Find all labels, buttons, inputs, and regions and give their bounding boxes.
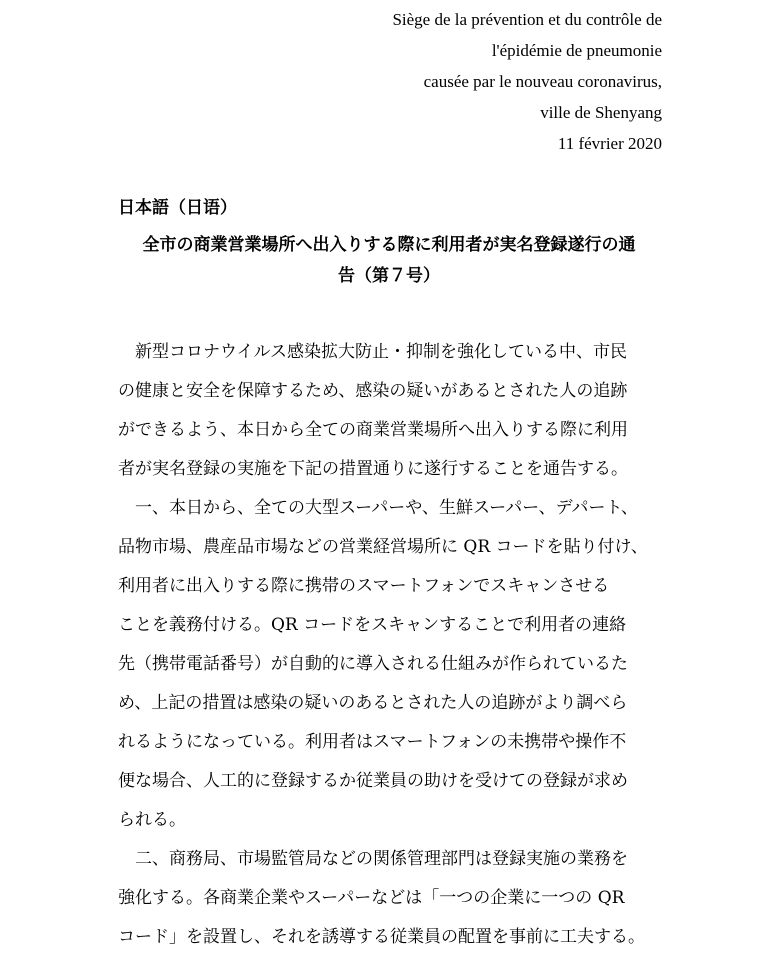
- title-line-2: 告（第７号）: [338, 266, 440, 286]
- issue-date: 11 février 2020: [557, 134, 662, 153]
- body-line: め、上記の措置は感染の疑いのあるとされた人の追跡がより調べら: [118, 693, 628, 713]
- body-line: 者が実名登録の実施を下記の措置通りに遂行することを通告する。: [118, 459, 628, 479]
- body-line: コード」を設置し、それを誘導する従業員の配置を事前に工夫する。: [118, 927, 645, 947]
- notice-title: [118, 230, 660, 292]
- body-line: ことを義務付ける。QR コードをスキャンすることで利用者の連絡: [118, 615, 627, 635]
- body-line: 先（携帯電話番号）が自動的に導入される仕組みが作られているた: [118, 654, 628, 674]
- language-label: 日本語（日语）: [118, 198, 237, 218]
- body-line: 便な場合、人工的に登録するか従業員の助けを受けての登録が求め: [118, 771, 628, 791]
- issuer-line-2: l'épidémie de pneumonie: [491, 41, 662, 60]
- body-line: ができるよう、本日から全ての商業営業場所へ出入りする際に利用: [118, 420, 628, 440]
- issuer-line-1: Siège de la prévention et du contrôle de: [392, 10, 662, 29]
- title-line-1: 全市の商業営業場所へ出入りする際に利用者が実名登録遂行の通: [142, 235, 636, 255]
- body-line: の健康と安全を保障するため、感染の疑いがあるとされた人の追跡: [118, 381, 628, 401]
- issuer-header: [392, 4, 662, 159]
- issuer-line-3: causée par le nouveau coronavirus,: [423, 72, 662, 91]
- body-line: 利用者に出入りする際に携帯のスマートフォンでスキャンさせる: [118, 576, 610, 596]
- body-line: 強化する。各商業企業やスーパーなどは「一つの企業に一つの QR: [118, 888, 625, 908]
- body-line: られる。: [118, 810, 186, 830]
- notice-body: [118, 333, 666, 957]
- issuer-line-4: ville de Shenyang: [540, 103, 662, 122]
- body-line: 一、本日から、全ての大型スーパーや、生鮮スーパー、デパート、: [118, 498, 639, 518]
- body-line: 二、商務局、市場監管局などの関係管理部門は登録実施の業務を: [118, 849, 628, 869]
- body-line: れるようになっている。利用者はスマートフォンの未携帯や操作不: [118, 732, 627, 752]
- body-line: 品物市場、農産品市場などの営業経営場所に QR コードを貼り付け、: [118, 537, 648, 557]
- body-line: 新型コロナウイルス感染拡大防止・抑制を強化している中、市民: [118, 342, 627, 362]
